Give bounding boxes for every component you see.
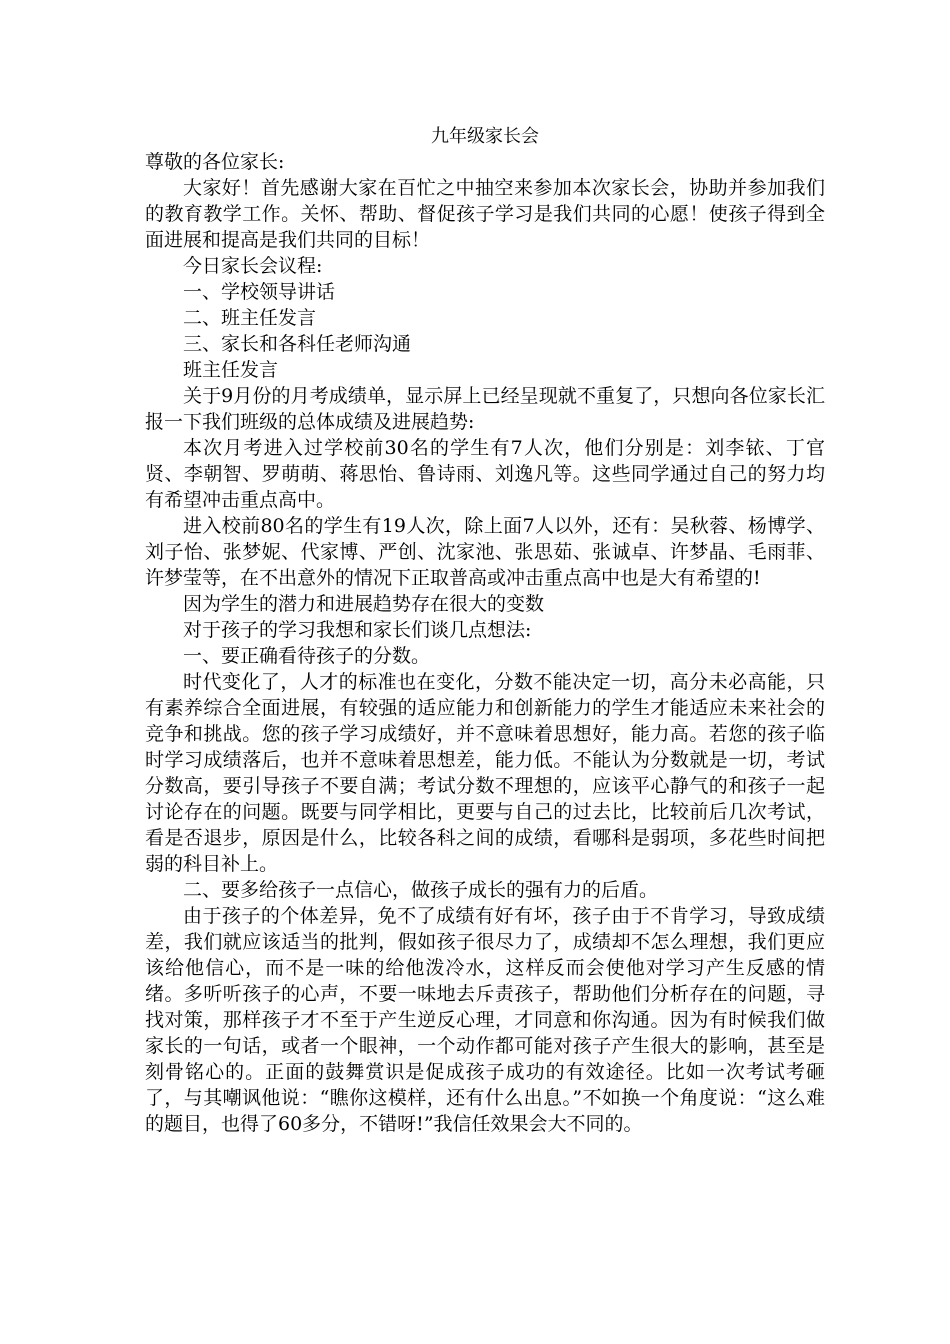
paragraph-potential: 因为学生的潜力和进展趋势存在很大的变数 [183, 593, 545, 615]
paragraph-exam-intro: 关于9月份的月考成绩单，显示屏上已经呈现就不重复了，只想向各位家长汇报一下我们班级的总体成绩及进展趋势: [145, 385, 825, 433]
document-page [145, 126, 825, 1137]
paragraph-agenda-item-3: 三、家长和各科任老师沟通 [183, 333, 412, 355]
paragraph-top-30: 本次月考进入过学校前30名的学生有7人次，他们分别是：刘李铱、丁官贤、李朝智、罗萌萌、蒋思怡、鲁诗雨、刘逸凡等。这些同学通过自己的努力均有希望冲击重点高中。 [145, 437, 825, 511]
paragraph-top-80: 进入校前80名的学生有19人次，除上面7人以外，还有：吴秋蓉、杨博学、刘子怡、张梦妮、代家博、严创、沈家池、张思茹、张诚卓、许梦晶、毛雨菲、许梦莹等，在不出意外的情况下正取普高或冲击重点高中也是大有希望的! [145, 515, 825, 589]
paragraph-welcome: 大家好！首先感谢大家在百忙之中抽空来参加本次家长会，协助并参加我们的教育教学工作。关怀、帮助、督促孩子学习是我们共同的心愿！使孩子得到全面进展和提高是我们共同的目标！ [145, 177, 825, 251]
paragraph-agenda-item-2: 二、班主任发言 [183, 307, 317, 329]
paragraph-thoughts-intro: 对于孩子的学习我想和家长们谈几点想法: [183, 619, 532, 641]
document-title: 九年级家长会 [431, 126, 539, 147]
paragraph-point-2-heading: 二、要多给孩子一点信心，做孩子成长的强有力的后盾。 [183, 879, 659, 901]
paragraph-point-1-body: 时代变化了，人才的标准也在变化，分数不能决定一切，高分未必高能，只有素养综合全面进展，有较强的适应能力和创新能力的学生才能适应未来社会的竞争和挑战。您的孩子学习成绩好，并不意味着思想好，能力高。若您的孩子临时学习成绩落后，也并不意味着思想差，能力低。不能认为分数就是一切，考试分数高，要引导孩子不要自满；考试分数不理想的，应该平心静气的和孩子一起讨论存在的问题。既要与同学相比，更要与自己的过去比，比较前后几次考试，看是否退步，原因是什么，比较各科之间的成绩，看哪科是弱项，多花些时间把弱的科目补上。 [145, 671, 825, 875]
paragraph-point-1-heading: 一、要正确看待孩子的分数。 [183, 645, 431, 667]
paragraph-section-heading: 班主任发言 [183, 359, 279, 381]
paragraph-point-2-body: 由于孩子的个体差异，免不了成绩有好有坏，孩子由于不肯学习，导致成绩差，我们就应该适当的批判，假如孩子很尽力了，成绩却不怎么理想，我们更应该给他信心，而不是一味的给他泼冷水，这样反而会使他对学习产生反感的情绪。多听听孩子的心声，不要一味地去斥责孩子，帮助他们分析存在的问题，寻找对策，那样孩子才不至于产生逆反心理，才同意和你沟通。因为有时候我们做家长的一句话，或者一个眼神，一个动作都可能对孩子产生很大的影响，甚至是刻骨铭心的。正面的鼓舞赏识是促成孩子成功的有效途径。比如一次考试考砸了，与其嘲讽他说：“瞧你这模样，还有什么出息。”不如换一个角度说：“这么难的题目，也得了60多分，不错呀!”我信任效果会大不同的。 [145, 905, 825, 1135]
paragraph-agenda-heading: 今日家长会议程: [183, 255, 323, 277]
greeting: 尊敬的各位家长: [145, 151, 285, 173]
paragraph-agenda-item-1: 一、学校领导讲话 [183, 281, 336, 303]
